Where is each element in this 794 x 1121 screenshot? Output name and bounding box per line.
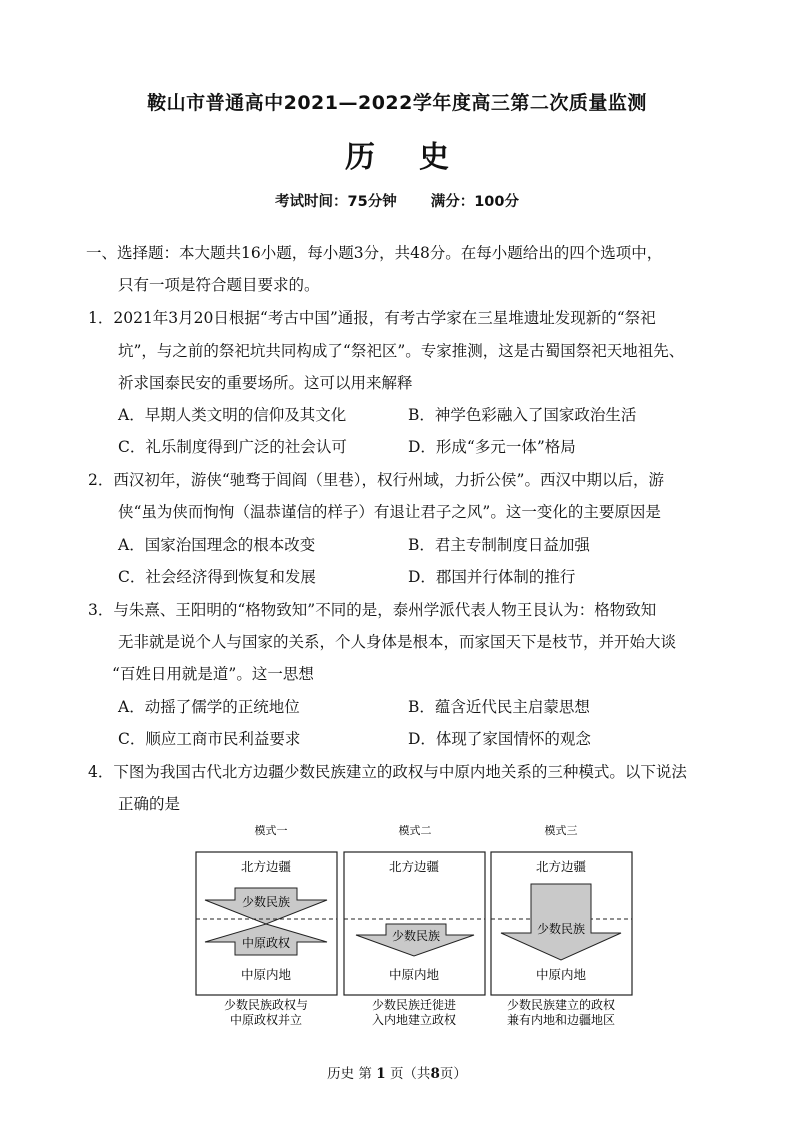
q1-option-b[interactable]: B．神学色彩融入了国家政治生活 <box>408 406 637 424</box>
mode-one-arrow2-label: 中原政权 <box>241 936 291 950</box>
q1-stem-line1: 1．2021年3月20日根据“考古中国”通报，有考古学家在三星堆遗址发现新的“祭祀 <box>88 309 656 327</box>
q1-stem-line2: 坑”，与之前的祭祀坑共同构成了“祭祀区”。专家推测，这是古蜀国祭祀天地祖先、 <box>118 342 685 360</box>
q3-option-a[interactable]: A．动摇了儒学的正统地位 <box>118 698 300 716</box>
mode-one-arrow1-label: 少数民族 <box>241 895 291 909</box>
mode-two-caption-line2: 入内地建立政权 <box>371 1013 457 1027</box>
q3-option-c[interactable]: C．顺应工商市民利益要求 <box>118 730 301 748</box>
mode-one-caption-line2: 中原政权并立 <box>229 1013 303 1027</box>
exam-time: 考试时间：75分钟 <box>275 194 397 210</box>
mode-three-caption-line2: 兼有内地和边疆地区 <box>506 1013 616 1027</box>
mode-three-south-label: 中原内地 <box>535 967 587 982</box>
mode-two-north-label: 北方边疆 <box>388 859 440 874</box>
mode-one-panel <box>196 823 337 1027</box>
q2-option-d[interactable]: D．郡国并行体制的推行 <box>408 568 576 586</box>
footer-middle: 页（共 <box>389 1066 431 1082</box>
exam-info <box>0 190 794 211</box>
q3-option-b[interactable]: B．蕴含近代民主启蒙思想 <box>408 698 590 716</box>
mode-two-arrow-label: 少数民族 <box>391 929 441 943</box>
q2-option-a[interactable]: A．国家治国理念的根本改变 <box>118 536 316 554</box>
mode-one-south-label: 中原内地 <box>240 967 292 982</box>
q2-stem-line2: 侠“虽为侠而恂恂（温恭谨信的样子）有退让君子之风”。这一变化的主要原因是 <box>118 503 661 521</box>
q4-stem-line2: 正确的是 <box>118 795 181 813</box>
q1-option-c[interactable]: C．礼乐制度得到广泛的社会认可 <box>118 438 347 456</box>
subject-heading <box>0 132 794 176</box>
mode-one-title: 模式一 <box>254 824 288 837</box>
mode-one-north-label: 北方边疆 <box>240 859 292 874</box>
mode-three-caption-line1: 少数民族建立的政权 <box>506 998 616 1012</box>
relation-modes-diagram <box>195 822 635 1032</box>
q3-stem-line3: “百姓日用就是道”。这一思想 <box>112 665 314 683</box>
full-score: 满分：100分 <box>430 194 519 210</box>
page-footer <box>0 1062 794 1082</box>
q2-option-c[interactable]: C．社会经济得到恢复和发展 <box>118 568 316 586</box>
mode-two-title: 模式二 <box>398 824 432 837</box>
mode-three-panel <box>491 823 632 1027</box>
mode-one-caption-line1: 少数民族政权与 <box>223 998 309 1012</box>
footer-total-pages: 8 <box>430 1066 440 1082</box>
exam-title: 鞍山市普通高中2021—2022学年度高三第二次质量监测 <box>147 92 647 114</box>
q2-stem-line1: 2．西汉初年，游侠“驰骛于闾阎（里巷），权行州域，力折公侯”。西汉中期以后，游 <box>88 471 664 489</box>
q2-option-b[interactable]: B．君主专制制度日益加强 <box>408 536 590 554</box>
mode-two-caption-line1: 少数民族迁徙进 <box>371 998 457 1012</box>
footer-prefix: 历史 第 <box>327 1066 372 1082</box>
mode-three-title: 模式三 <box>544 824 578 837</box>
q3-stem-line1: 3．与朱熹、王阳明的“格物致知”不同的是，泰州学派代表人物王艮认为：格物致知 <box>88 601 657 619</box>
mode-two-south-label: 中原内地 <box>388 967 440 982</box>
footer-page-number: 1 <box>376 1066 386 1082</box>
q3-option-d[interactable]: D．体现了家国情怀的观念 <box>408 730 591 748</box>
subject-char-1: 历 <box>345 140 375 175</box>
q4-stem-line1: 4．下图为我国古代北方边疆少数民族建立的政权与中原内地关系的三种模式。以下说法 <box>88 763 687 781</box>
q1-option-a[interactable]: A．早期人类文明的信仰及其文化 <box>118 406 347 424</box>
q1-stem-line3: 祈求国泰民安的重要场所。这可以用来解释 <box>118 374 413 392</box>
subject-char-2: 史 <box>419 140 449 175</box>
mode-two-panel <box>344 823 485 1027</box>
q3-stem-line2: 无非就是说个人与国家的关系，个人身体是根本，而家国天下是枝节，并开始大谈 <box>118 633 677 651</box>
section-instruction-line2: 只有一项是符合题目要求的。 <box>118 276 320 294</box>
q1-option-d[interactable]: D．形成“多元一体”格局 <box>408 438 576 456</box>
footer-suffix: 页） <box>439 1066 467 1082</box>
mode-three-arrow-label: 少数民族 <box>536 922 586 936</box>
mode-three-north-label: 北方边疆 <box>535 859 587 874</box>
section-instruction-line1: 一、选择题：本大题共16小题，每小题3分，共48分。在每小题给出的四个选项中， <box>86 244 663 262</box>
